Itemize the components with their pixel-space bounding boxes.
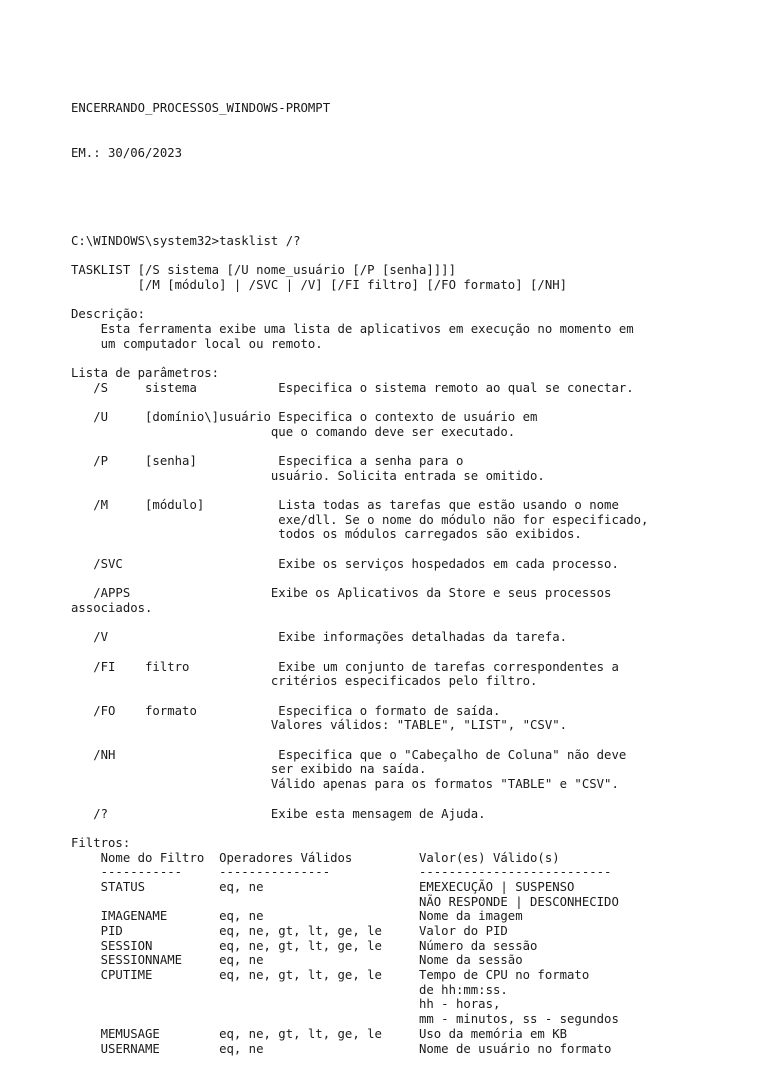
command-output [71, 234, 761, 1057]
output-line: /APPS Exibe os Aplicativos da Store e seus processos [71, 586, 612, 601]
output-line [71, 821, 761, 836]
output-line: C:\WINDOWS\system32>tasklist /? [71, 233, 301, 248]
output-line: STATUS eq, ne EMEXECUÇÃO | SUSPENSO [71, 879, 575, 894]
output-line [71, 616, 761, 631]
output-line: Esta ferramenta exibe uma lista de aplicativos em execução no momento em [71, 321, 634, 336]
output-line [71, 572, 761, 587]
document-date: EM.: 30/06/2023 [71, 145, 183, 160]
output-line: de hh:mm:ss. [71, 982, 508, 997]
output-line: um computador local ou remoto. [71, 336, 323, 351]
output-line: /SVC Exibe os serviços hospedados em cada processo. [71, 556, 619, 571]
output-line: Lista de parâmetros: [71, 365, 220, 380]
output-line: Descrição: [71, 307, 146, 322]
output-line [71, 439, 761, 454]
blank-line [71, 190, 761, 205]
output-line: PID eq, ne, gt, lt, ge, le Valor do PID [71, 924, 508, 938]
output-line: SESSIONNAME eq, ne Nome da sessão [71, 953, 523, 968]
output-line: que o comando deve ser executado. [71, 424, 516, 439]
output-line [71, 689, 761, 704]
output-line: /U [domínio\]usuário Especifica o contexto de usuário em [71, 409, 538, 424]
output-line: NÃO RESPONDE | DESCONHECIDO [71, 894, 619, 909]
output-line: CPUTIME eq, ne, gt, lt, ge, le Tempo de CPU no formato [71, 968, 590, 983]
output-line [71, 792, 761, 807]
output-line: /FI filtro Exibe um conjunto de tarefas correspondentes a [71, 659, 619, 674]
output-line: /? Exibe esta mensagem de Ajuda. [71, 806, 486, 821]
output-line: /S sistema Especifica o sistema remoto ao qual se conectar. [71, 380, 634, 395]
output-line [71, 292, 761, 307]
output-line: /FO formato Especifica o formato de saída. [71, 703, 501, 718]
output-line: todos os módulos carregados são exibidos. [71, 527, 582, 542]
output-line [71, 483, 761, 498]
output-line: USERNAME eq, ne Nome de usuário no formato [71, 1041, 612, 1056]
output-line [71, 395, 761, 410]
document-body [71, 72, 761, 1071]
output-line: SESSION eq, ne, gt, lt, ge, le Número da sessão [71, 938, 538, 953]
output-line: hh - horas, [71, 997, 501, 1012]
output-line [71, 248, 761, 263]
output-line [71, 351, 761, 366]
output-line: ----------- --------------- -------------------------- [71, 865, 612, 880]
output-line [71, 645, 761, 660]
output-line: Válido apenas para os formatos "TABLE" e "CSV". [71, 777, 619, 792]
output-line: /M [módulo] Lista todas as tarefas que estão usando o nome [71, 498, 619, 513]
output-line: /NH Especifica que o "Cabeçalho de Coluna" não deve [71, 747, 627, 762]
output-line: critérios especificados pelo filtro. [71, 674, 538, 689]
output-line: [/M [módulo] | /SVC | /V] [/FI filtro] [/FO formato] [/NH] [71, 277, 568, 292]
output-line: /V Exibe informações detalhadas da tarefa. [71, 630, 568, 645]
output-line [71, 542, 761, 557]
output-line: usuário. Solicita entrada se omitido. [71, 468, 545, 483]
output-line: Nome do Filtro Operadores Válidos Valor(es) Válido(s) [71, 850, 560, 865]
output-line: associados. [71, 600, 153, 615]
document-title: ENCERRANDO_PROCESSOS_WINDOWS-PROMPT [71, 101, 331, 116]
output-line [71, 733, 761, 748]
output-line: exe/dll. Se o nome do módulo não for especificado, [71, 512, 649, 527]
output-line: mm - minutos, ss - segundos [71, 1012, 619, 1027]
output-line: /P [senha] Especifica a senha para o [71, 454, 464, 468]
output-line: TASKLIST [/S sistema [/U nome_usuário [/P [senha]]]] [71, 263, 456, 278]
output-line: MEMUSAGE eq, ne, gt, lt, ge, le Uso da memória em KB [71, 1026, 568, 1041]
output-line: IMAGENAME eq, ne Nome da imagem [71, 909, 523, 924]
output-line: Filtros: [71, 835, 131, 850]
output-line: Valores válidos: "TABLE", "LIST", "CSV". [71, 718, 568, 733]
output-line: ser exibido na saída. [71, 762, 427, 777]
